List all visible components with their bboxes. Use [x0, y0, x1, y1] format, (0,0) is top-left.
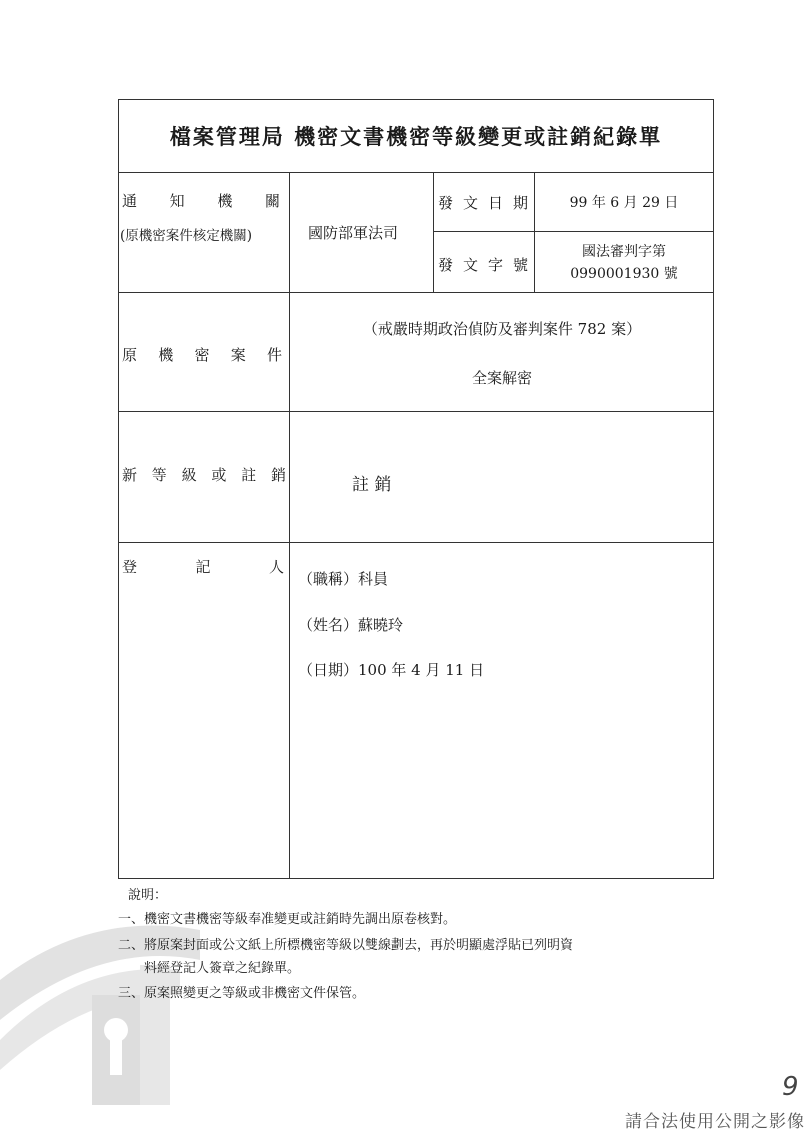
issue-date-label: 發 文 日 期 — [438, 194, 528, 212]
usage-notice-footer: 請合法使用公開之影像 — [625, 1112, 805, 1132]
new-level-value: 註 銷 — [352, 475, 392, 495]
issue-number-line2: 0990001930 號 — [570, 266, 678, 282]
notes-heading: 說明： — [128, 888, 168, 903]
notes-item-2-cont: 料經登記人簽章之紀錄單。 — [118, 961, 301, 976]
row-divider — [118, 292, 714, 293]
notifying-agency-sublabel: (原機密案件核定機關) — [120, 228, 253, 244]
column-divider — [433, 172, 434, 292]
notifying-agency-label: 通 知 機 關 — [122, 192, 280, 210]
issue-date-value: 99 年 6 月 29 日 — [569, 195, 679, 211]
new-level-label: 新 等 級 或 註 銷 — [122, 466, 286, 484]
row-divider — [118, 172, 714, 173]
row-divider — [433, 231, 714, 232]
notifying-agency-value: 國防部軍法司 — [308, 224, 399, 242]
notes-item-1: 一、機密文書機密等級奉准變更或註銷時先調出原卷核對。 — [118, 912, 457, 927]
issue-number-line1: 國法審判字第 — [582, 244, 666, 260]
form-title: 檔案管理局 機密文書機密等級變更或註銷紀錄單 — [169, 123, 663, 149]
notes-item-2: 二、將原案封面或公文紙上所標機密等級以雙線劃去，再於明顯處浮貼已列明資 — [118, 938, 574, 953]
registrar-name: （姓名）蘇曉玲 — [298, 616, 404, 634]
notes-item-3: 三、原案照變更之等級或非機密文件保管。 — [118, 986, 366, 1001]
original-case-label: 原 機 密 案 件 — [122, 346, 282, 364]
original-case-line1: （戒嚴時期政治偵防及審判案件 782 案） — [362, 320, 642, 338]
column-divider — [289, 172, 290, 879]
page-number: 9 — [782, 1072, 799, 1102]
row-divider — [118, 411, 714, 412]
registrar-label: 登 記 人 — [122, 558, 284, 576]
original-case-line2: 全案解密 — [471, 369, 532, 387]
registrar-title: （職稱）科員 — [298, 570, 389, 588]
issue-number-label: 發 文 字 號 — [438, 256, 528, 274]
row-divider — [118, 542, 714, 543]
record-form-table — [118, 99, 714, 879]
registrar-date: （日期）100 年 4 月 11 日 — [298, 661, 485, 679]
